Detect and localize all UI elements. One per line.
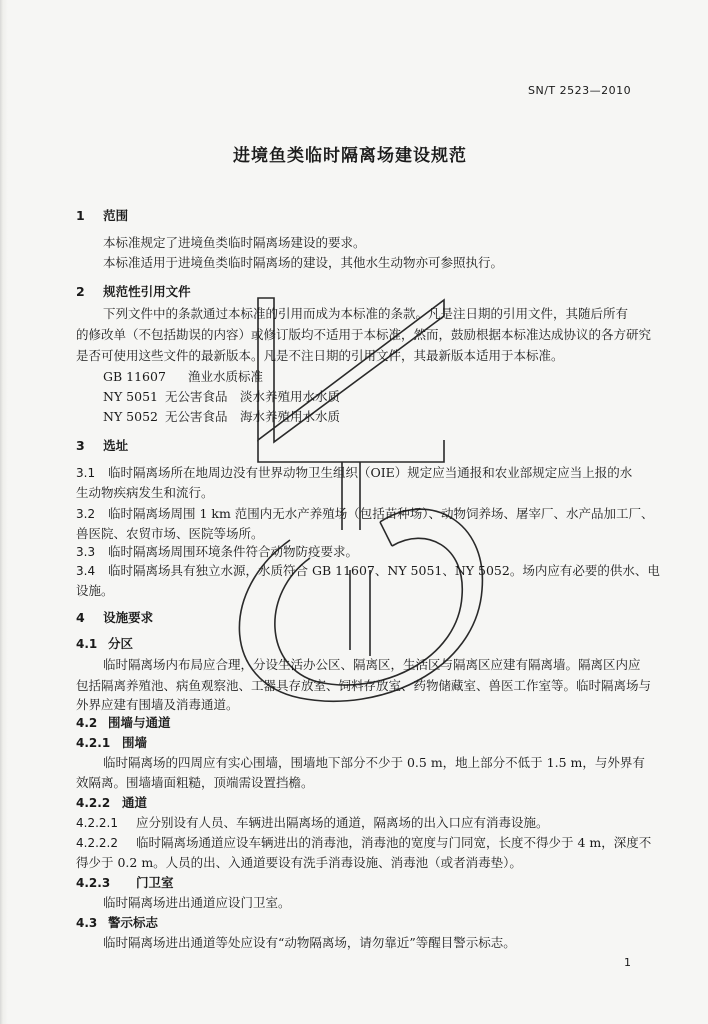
clause-number: 4.2.2.1 [76,816,118,830]
clause-continuation: 生动物疾病发生和流行。 [76,485,214,500]
paragraph-line: 临时隔离场内布局应合理，分设生活办公区、隔离区，生活区与隔离区应建有隔离墙。隔离区内应 [103,657,641,672]
section-number: 2 [76,284,85,299]
clause-title: 门卫室 [136,875,174,890]
clause-3-4 [76,563,660,579]
reference-item [103,409,340,425]
clause-number: 4.2.2 [76,796,111,810]
paragraph-line: 包括隔离养殖池、病鱼观察池、工器具存放室、饲料存放室、药物储藏室、兽医工作室等。临时隔离场与 [76,678,652,693]
clause-text: 临时隔离场所在地周边没有世界动物卫生组织（OIE）规定应当通报和农业部规定应当上报的水 [108,465,633,480]
clause-4-2-1-heading [76,735,147,751]
reference-item [103,389,340,405]
clause-4-2-2-2 [76,835,651,851]
section-4-heading [76,610,153,626]
paragraph-line: 的修改单（不包括勘误的内容）或修订版均不适用于本标准，然而，鼓励根据本标准达成协议的各方研究 [76,327,652,342]
section-number: 3 [76,438,85,453]
clause-3-1 [76,465,632,481]
clause-title: 分区 [108,636,134,651]
clause-continuation: 设施。 [76,583,114,598]
reference-name: 渔业水质标准 [188,369,264,384]
reference-item [103,369,263,385]
paragraph: 本标准规定了进境鱼类临时隔离场建设的要求。 [103,235,366,250]
document-title: 进境鱼类临时隔离场建设规范 [233,146,467,166]
clause-4-2-3-heading [76,875,174,891]
paragraph: 本标准适用于进境鱼类临时隔离场的建设，其他水生动物亦可参照执行。 [103,255,504,270]
paragraph-line: 临时隔离场进出通道应设门卫室。 [103,895,291,910]
clause-4-1-heading [76,636,133,652]
clause-number: 4.3 [76,916,98,930]
paragraph-line: 临时隔离场的四周应有实心围墙，围墙地下部分不少于 0.5 m，地上部分不低于 1.5 m，与外界有 [103,755,645,770]
clause-title: 围墙 [122,735,148,750]
reference-code: NY 5051 [103,389,158,404]
section-2-heading [76,284,191,300]
clause-number: 4.2 [76,716,98,730]
clause-number: 4.2.3 [76,876,111,890]
section-title: 选址 [103,438,129,453]
clause-number: 3.4 [76,564,96,578]
clause-number: 3.3 [76,545,96,559]
clause-continuation: 得少于 0.2 m。人员的出、入通道要设有洗手消毒设施、消毒池（或者消毒垫）。 [76,855,522,870]
reference-code: GB 11607 [103,369,166,384]
section-number: 4 [76,610,85,625]
clause-number: 4.2.1 [76,736,111,750]
clause-3-3 [76,544,358,560]
clause-title: 通道 [122,795,148,810]
clause-number: 4.1 [76,637,98,651]
clause-text: 临时隔离场周围环境条件符合动物防疫要求。 [108,544,359,559]
clause-4-2-2-heading [76,795,147,811]
paragraph-line: 下列文件中的条款通过本标准的引用而成为本标准的条款。凡是注日期的引用文件，其随后所有 [103,306,629,321]
clause-4-2-2-1 [76,815,549,831]
reference-code: NY 5052 [103,409,158,424]
clause-number: 4.2.2.2 [76,836,118,850]
clause-number: 3.2 [76,507,96,521]
clause-continuation: 兽医院、农贸市场、医院等场所。 [76,526,264,541]
clause-text: 临时隔离场具有独立水源，水质符合 GB 11607、NY 5051、NY 5052。场内应有必要的供水、电 [108,563,660,578]
clause-title: 围墙与通道 [108,715,171,730]
standard-code-header: SN/T 2523—2010 [528,84,632,97]
clause-title: 警示标志 [108,915,159,930]
reference-name: 无公害食品 淡水养殖用水水质 [165,389,341,404]
section-number: 1 [76,208,85,223]
clause-4-3-heading [76,915,158,931]
section-3-heading [76,438,128,454]
clause-4-2-heading [76,715,171,731]
reference-name: 无公害食品 海水养殖用水水质 [165,409,341,424]
clause-3-2 [76,506,654,522]
section-title: 设施要求 [103,610,154,625]
clause-text: 临时隔离场周围 1 km 范围内无水产养殖场（包括苗种场）、动物饲养场、屠宰厂、水产品加工厂、 [108,506,654,521]
paragraph-line: 外界应建有围墙及消毒通道。 [76,697,239,712]
page-number: 1 [624,956,631,969]
section-title: 范围 [103,208,129,223]
clause-text: 应分别设有人员、车辆进出隔离场的通道，隔离场的出入口应有消毒设施。 [136,815,549,830]
clause-number: 3.1 [76,466,96,480]
section-title: 规范性引用文件 [103,284,191,299]
clause-text: 临时隔离场通道应设车辆进出的消毒池，消毒池的宽度与门同宽，长度不得少于 4 m，深度不 [136,835,652,850]
paragraph-line: 效隔离。围墙墙面粗糙，顶端需设置挡檐。 [76,775,314,790]
paragraph-line: 临时隔离场进出通道等处应设有“动物隔离场，请勿靠近”等醒目警示标志。 [103,935,516,950]
section-1-heading [76,208,128,224]
paragraph-line: 是否可使用这些文件的最新版本。凡是不注日期的引用文件，其最新版本适用于本标准。 [76,348,564,363]
